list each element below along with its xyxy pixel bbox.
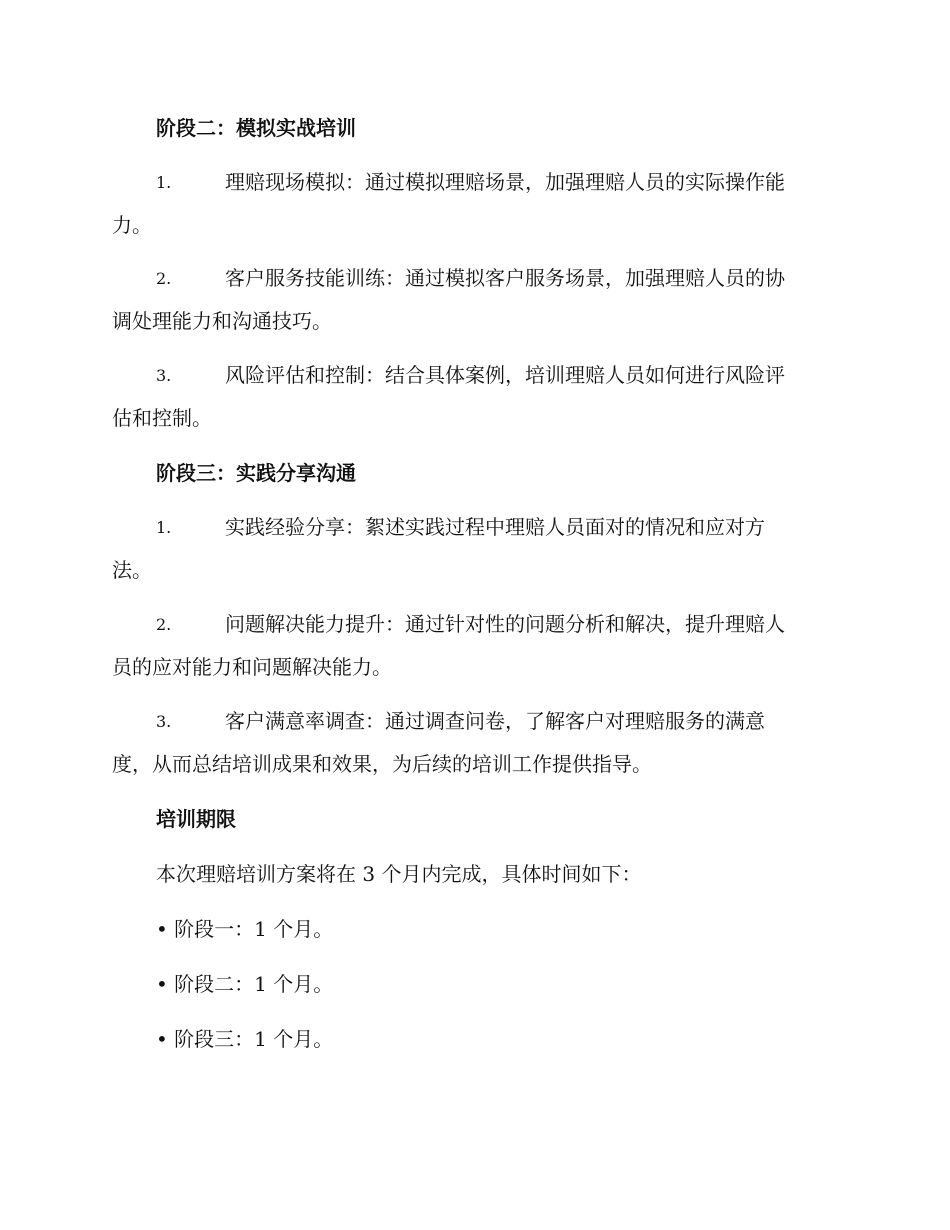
stage3-heading: 阶段三：实践分享沟通 [156, 461, 356, 485]
item-number: 2. [156, 615, 172, 634]
duration-bullet-1: • 阶段一：1 个月。 [156, 917, 334, 941]
duration-heading: 培训期限 [156, 807, 236, 831]
item-number: 3. [156, 712, 172, 731]
stage2-item-2 [112, 257, 834, 343]
item-number: 2. [156, 269, 172, 288]
item-number: 1. [156, 173, 172, 192]
duration-bullet-3: • 阶段三：1 个月。 [156, 1027, 334, 1051]
item-text: 理赔现场模拟：通过模拟理赔场景，加强理赔人员的实际操作能 [225, 170, 785, 194]
stage3-item-2 [112, 603, 834, 689]
duration-bullet-2: • 阶段二：1 个月。 [156, 972, 334, 996]
duration-intro: 本次理赔培训方案将在 3 个月内完成，具体时间如下： [156, 862, 642, 886]
item-text: 问题解决能力提升：通过针对性的问题分析和解决，提升理赔人 [225, 612, 785, 636]
item-text-continued: 调处理能力和沟通技巧。 [112, 309, 332, 333]
stage3-item-3 [112, 700, 834, 786]
item-text: 客户满意率调查：通过调查问卷，了解客户对理赔服务的满意 [225, 709, 765, 733]
item-number: 1. [156, 518, 172, 537]
stage2-item-3 [112, 354, 834, 440]
item-text-continued: 估和控制。 [112, 406, 212, 430]
item-text-continued: 员的应对能力和问题解决能力。 [112, 655, 392, 679]
item-text: 风险评估和控制：结合具体案例，培训理赔人员如何进行风险评 [225, 363, 785, 387]
item-text-continued: 法。 [112, 558, 152, 582]
stage2-item-1 [112, 161, 834, 247]
item-text: 实践经验分享：絮述实践过程中理赔人员面对的情况和应对方 [225, 515, 765, 539]
item-number: 3. [156, 366, 172, 385]
stage2-heading: 阶段二：模拟实战培训 [156, 116, 356, 140]
item-text-continued: 力。 [112, 213, 152, 237]
item-text-continued: 度，从而总结培训成果和效果，为后续的培训工作提供指导。 [112, 752, 652, 776]
item-text: 客户服务技能训练：通过模拟客户服务场景，加强理赔人员的协 [225, 266, 785, 290]
stage3-item-1 [112, 506, 834, 592]
